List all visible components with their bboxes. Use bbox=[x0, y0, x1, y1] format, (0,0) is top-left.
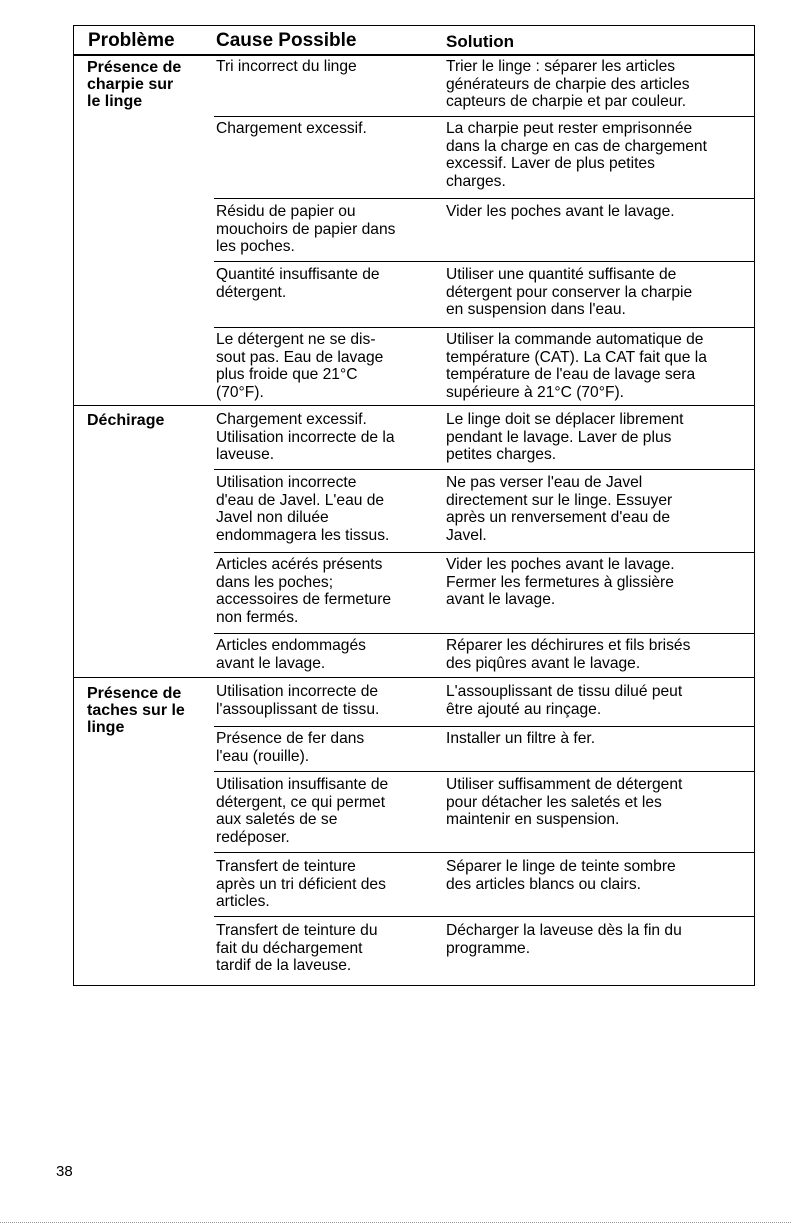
cause-cell: Le détergent ne se dis- sout pas. Eau de lavage plus froide que 21°C (70°F). bbox=[216, 331, 384, 401]
cause-cell: Chargement excessif. Utilisation incorrecte de la laveuse. bbox=[216, 411, 395, 463]
page-edge-line bbox=[0, 1222, 791, 1224]
solution-cell: Vider les poches avant le lavage. Fermer les fermetures à glissière avant le lavage. bbox=[446, 556, 675, 608]
row-divider bbox=[214, 469, 754, 470]
solution-cell: Trier le linge : séparer les articles générateurs de charpie des articles capteurs de charpie et par couleur. bbox=[446, 58, 690, 110]
cause-cell: Utilisation incorrecte de l'assouplissant de tissu. bbox=[216, 683, 380, 718]
solution-cell: Utiliser la commande automatique de température (CAT). La CAT fait que la température de l'eau de lavage sera supérieure à 21°C (70°F). bbox=[446, 331, 707, 401]
row-divider bbox=[214, 852, 754, 853]
header-cause: Cause Possible bbox=[216, 30, 357, 51]
cause-cell: Articles acérés présents dans les poches; accessoires de fermeture non fermés. bbox=[216, 556, 392, 626]
solution-cell: La charpie peut rester emprisonnée dans la charge en cas de chargement excessif. Laver de plus petites charges. bbox=[446, 120, 707, 190]
troubleshooting-table bbox=[73, 25, 755, 986]
solution-cell: Vider les poches avant le lavage. bbox=[446, 203, 675, 220]
cause-cell: Présence de fer dans l'eau (rouille). bbox=[216, 730, 365, 765]
cause-cell: Quantité insuffisante de détergent. bbox=[216, 266, 380, 301]
row-divider bbox=[214, 633, 754, 634]
solution-cell: Le linge doit se déplacer librement pendant le lavage. Laver de plus petites charges. bbox=[446, 411, 684, 463]
row-divider bbox=[214, 327, 754, 328]
row-divider bbox=[214, 726, 754, 727]
solution-cell: L'assouplissant de tissu dilué peut être ajouté au rinçage. bbox=[446, 683, 683, 718]
problem-stains: Présence de taches sur le linge bbox=[87, 685, 185, 736]
header-problem: Problème bbox=[88, 30, 175, 51]
row-divider bbox=[214, 261, 754, 262]
solution-cell: Installer un filtre à fer. bbox=[446, 730, 596, 747]
row-divider bbox=[214, 198, 754, 199]
header-solution: Solution bbox=[446, 32, 514, 51]
solution-cell: Utiliser une quantité suffisante de détergent pour conserver la charpie en suspension dans l'eau. bbox=[446, 266, 693, 318]
cause-cell: Transfert de teinture du fait du déchargement tardif de la laveuse. bbox=[216, 922, 378, 974]
cause-cell: Résidu de papier ou mouchoirs de papier dans les poches. bbox=[216, 203, 396, 255]
section-divider bbox=[74, 405, 754, 406]
row-divider bbox=[214, 771, 754, 772]
cause-cell: Chargement excessif. bbox=[216, 120, 367, 137]
solution-cell: Décharger la laveuse dès la fin du programme. bbox=[446, 922, 682, 957]
solution-cell: Utiliser suffisamment de détergent pour détacher les saletés et les maintenir en suspension. bbox=[446, 776, 683, 828]
problem-lint: Présence de charpie sur le linge bbox=[87, 59, 182, 110]
header-rule bbox=[74, 54, 754, 56]
section-divider bbox=[74, 677, 754, 678]
row-divider bbox=[214, 916, 754, 917]
cause-cell: Utilisation insuffisante de détergent, ce qui permet aux saletés de se redéposer. bbox=[216, 776, 389, 846]
page-number: 38 bbox=[56, 1163, 73, 1180]
solution-cell: Ne pas verser l'eau de Javel directement sur le linge. Essuyer après un renversement d'eau de Javel. bbox=[446, 474, 673, 544]
cause-cell: Tri incorrect du linge bbox=[216, 58, 357, 75]
row-divider bbox=[214, 552, 754, 553]
solution-cell: Réparer les déchirures et fils brisés des piqûres avant le lavage. bbox=[446, 637, 691, 672]
problem-tearing: Déchirage bbox=[87, 412, 165, 429]
cause-cell: Utilisation incorrecte d'eau de Javel. L'eau de Javel non diluée endommagera les tissus. bbox=[216, 474, 390, 544]
solution-cell: Séparer le linge de teinte sombre des articles blancs ou clairs. bbox=[446, 858, 676, 893]
cause-cell: Articles endommagés avant le lavage. bbox=[216, 637, 366, 672]
row-divider bbox=[214, 116, 754, 117]
cause-cell: Transfert de teinture après un tri déficient des articles. bbox=[216, 858, 386, 910]
